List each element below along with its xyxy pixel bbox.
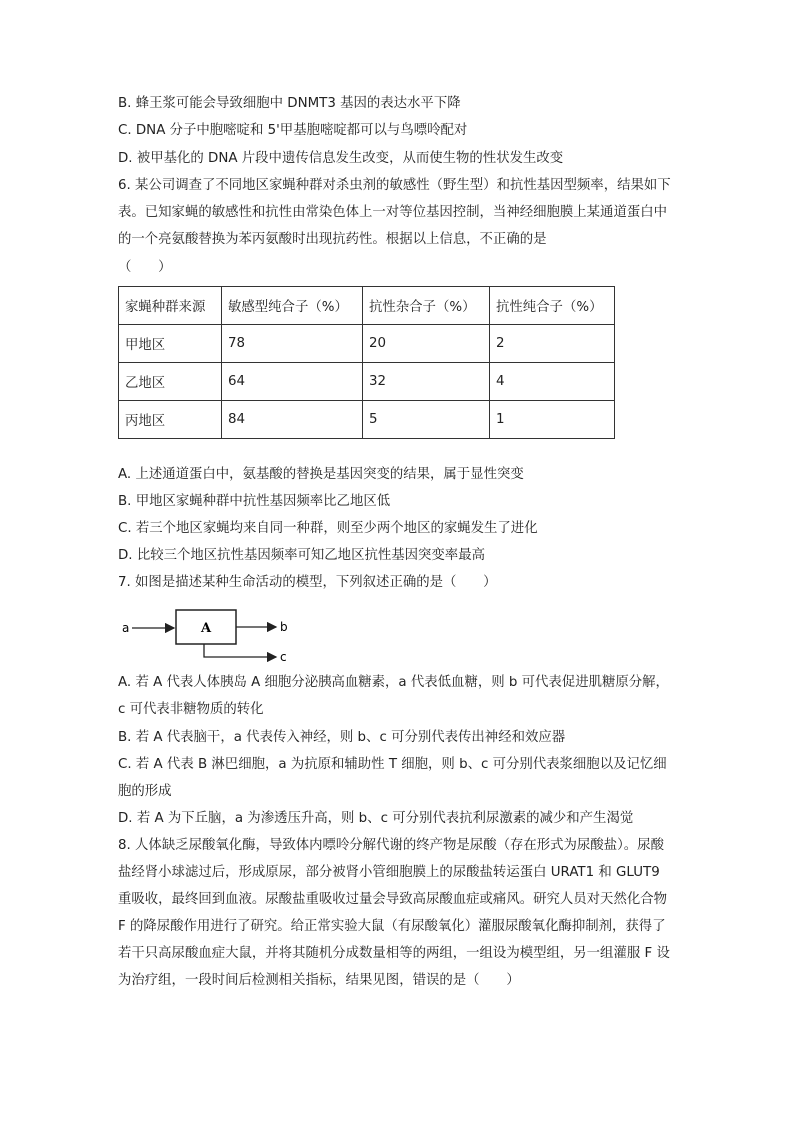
q6-option-a: A. 上述通道蛋白中，氨基酸的替换是基因突变的结果，属于显性突变 — [118, 467, 524, 482]
table-cell: 丙地区 — [119, 401, 222, 439]
table-cell: 20 — [363, 325, 490, 363]
table-cell: 乙地区 — [119, 363, 222, 401]
q7-option-a: A. 若 A 代表人体胰岛 A 细胞分泌胰高血糖素，a 代表低血糖，则 b 可代表促进肌糖原分解，c 可代表非糖物质的转化 — [118, 675, 669, 717]
table-header-cell: 家蝇种群来源 — [119, 287, 222, 325]
q6-data-table — [118, 286, 615, 439]
q5-option-b: B. 蜂王浆可能会导致细胞中 DNMT3 基因的表达水平下降 — [118, 96, 461, 111]
q5-option-c: C. DNA 分子中胞嘧啶和 5'甲基胞嘧啶都可以与鸟嘌呤配对 — [118, 123, 468, 138]
table-cell: 4 — [490, 363, 615, 401]
q6-option-c: C. 若三个地区家蝇均来自同一种群，则至少两个地区的家蝇发生了进化 — [118, 521, 538, 536]
table-header-cell: 抗性杂合子（%） — [363, 287, 490, 325]
q7-option-c: C. 若 A 代表 B 淋巴细胞，a 为抗原和辅助性 T 细胞，则 b、c 可分别代表浆细胞以及记忆细胞的形成 — [118, 757, 667, 799]
table-cell: 2 — [490, 325, 615, 363]
table-row — [119, 363, 615, 401]
table-cell: 甲地区 — [119, 325, 222, 363]
table-cell: 1 — [490, 401, 615, 439]
diagram-input-label: a — [122, 621, 130, 635]
q6-option-b: B. 甲地区家蝇种群中抗性基因频率比乙地区低 — [118, 494, 391, 509]
q6-stem: 6. 某公司调查了不同地区家蝇种群对杀虫剂的敏感性（野生型）和抗性基因型频率，结果如下表。已知家蝇的敏感性和抗性由常染色体上一对等位基因控制，当神经细胞膜上某通道蛋白中的一个亮氨酸替换为苯丙氨酸时出现抗药性。根据以上信息，不正确的是 — [118, 178, 671, 247]
table-cell: 64 — [222, 363, 363, 401]
q7-stem: 7. 如图是描述某种生命活动的模型，下列叙述正确的是（ ） — [118, 575, 497, 590]
table-header-cell: 抗性纯合子（%） — [490, 287, 615, 325]
table-cell: 84 — [222, 401, 363, 439]
diagram-box-label: A — [200, 621, 212, 636]
table-cell: 32 — [363, 363, 490, 401]
table-cell: 5 — [363, 401, 490, 439]
output-c-arrow — [204, 644, 276, 657]
table-cell: 78 — [222, 325, 363, 363]
q6-option-d: D. 比较三个地区抗性基因频率可知乙地区抗性基因突变率最高 — [118, 548, 485, 563]
table-header-cell: 敏感型纯合子（%） — [222, 287, 363, 325]
q6-answer-paren: （ ） — [118, 260, 172, 275]
table-header-row — [119, 287, 615, 325]
diagram-output-b-label: b — [280, 620, 288, 634]
table-row — [119, 325, 615, 363]
diagram-output-c-label: c — [280, 650, 287, 664]
q8-stem: 8. 人体缺乏尿酸氧化酶，导致体内嘌呤分解代谢的终产物是尿酸（存在形式为尿酸盐）。尿酸盐经肾小球滤过后，形成原尿，部分被肾小管细胞膜上的尿酸盐转运蛋白 URAT1 和 GLUT9 重吸收，最终回到血液。尿酸盐重吸收过量会导致高尿酸血症或痛风。研究人员对天然化合物 F 的降尿酸作用进行了研究。给正常实验大鼠（有尿酸氧化）灌服尿酸氧化酶抑制剂，获得了若干只高尿酸血症大鼠，并将其随机分成数量相等的两组，一组设为模型组，另一组灌服 F 设为治疗组，一段时间后检测相关指标，结果见图，错误的是（ ） — [118, 838, 670, 988]
q7-option-b: B. 若 A 代表脑干，a 代表传入神经，则 b、c 可分别代表传出神经和效应器 — [118, 730, 566, 745]
q7-model-diagram — [118, 604, 308, 664]
q5-option-d: D. 被甲基化的 DNA 片段中遗传信息发生改变，从而使生物的性状发生改变 — [118, 151, 564, 166]
q7-option-d: D. 若 A 为下丘脑，a 为渗透压升高，则 b、c 可分别代表抗利尿激素的减少和产生渴觉 — [118, 811, 634, 826]
table-row — [119, 401, 615, 439]
